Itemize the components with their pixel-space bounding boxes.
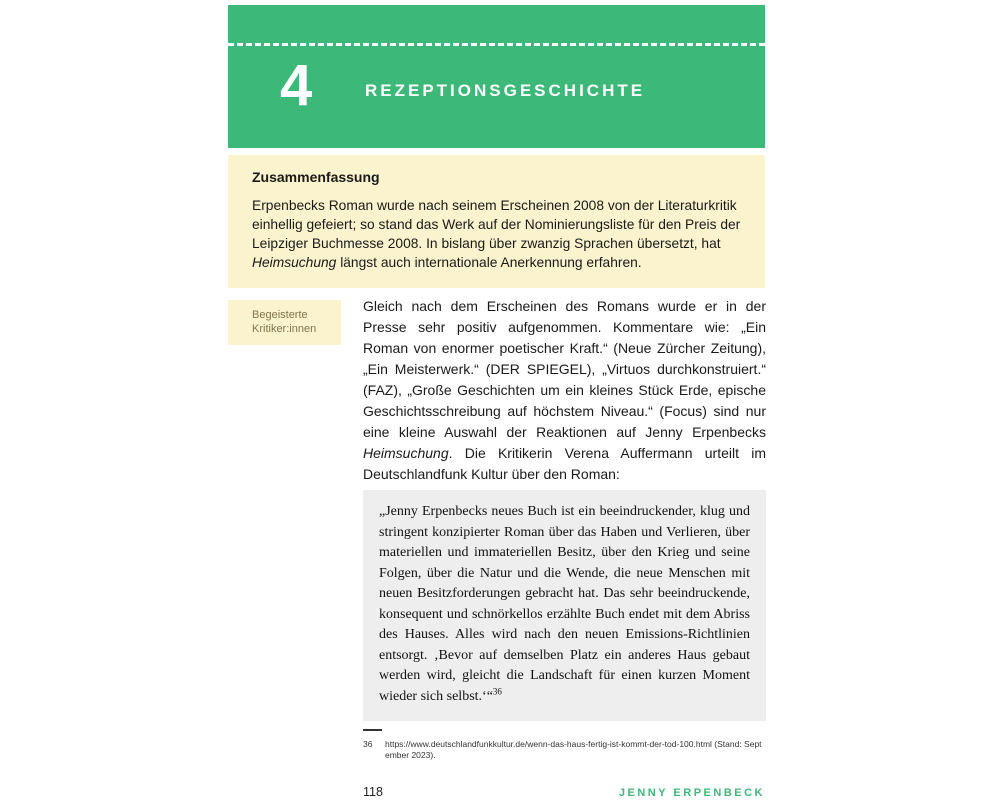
chapter-header — [228, 5, 765, 148]
summary-text — [252, 196, 745, 272]
body-paragraph — [363, 296, 766, 485]
margin-note — [228, 300, 341, 345]
footnote-reference: 36 — [492, 685, 502, 696]
summary-text-part1: Erpenbecks Roman wurde nach seinem Erscheinen 2008 von der Literaturkritik einhellig gefeiert; so stand das Werk auf der Nominierungsliste für den Preis der Leipziger Buchmesse 2008. In bislang über zwanzig Sprachen übersetzt, hat — [252, 198, 741, 251]
running-footer-author: JENNY ERPENBECK — [618, 787, 765, 799]
body-text-part1: Gleich nach dem Erscheinen des Romans wurde er in der Presse sehr positiv aufgenommen. Kommentare wie: „Ein Roman von enormer poetischer Kraft.“ (Neue Zürcher Zeitung), „Ein Meisterwerk.“ (DER SPIEGEL), „Virtuos durchkonstruiert.“ (FAZ), „Große Geschichten um ein kleines Stück Erde, epische Geschichtsschreibung auf höchstem Niveau.“ (Focus) sind nur eine kleine Auswahl der Reaktionen auf Jenny Erpenbecks — [363, 298, 766, 440]
footnote-rule — [363, 729, 382, 731]
quote-box — [363, 490, 766, 721]
page-number: 118 — [363, 785, 383, 799]
summary-box — [228, 155, 765, 288]
margin-note-line2: Kritiker:innen — [252, 323, 317, 335]
body-book-title: Heimsuchung — [363, 445, 449, 461]
margin-note-line1: Begeisterte — [252, 309, 308, 321]
footnote-url-text: https://www.deutschlandfunkkultur.de/wenn-das-haus-fertig-ist-kommt-der-tod-100.html (Stand: September 2023). — [385, 739, 762, 760]
summary-text-part2: längst auch internationale Anerkennung erfahren. — [336, 255, 642, 270]
body-text-part2: . Die Kritikerin Verena Auffermann urteilt im Deutschlandfunk Kultur über den Roman: — [363, 445, 766, 482]
chapter-number: 4 — [280, 53, 313, 118]
summary-heading: Zusammenfassung — [252, 169, 380, 185]
quote-text: „Jenny Erpenbecks neues Buch ist ein beeindruckender, klug und stringent konzipierter Roman über das Haben und Verlieren, über materiellen und immateriellen Besitz, über den Krieg und seine Folgen, über die Natur und die Wende, die neue Menschen mit neuen Besitzforderungen gebracht hat. Das sehr beeindruckende, konsequent und schnörkellos erzählte Buch endet mit dem Abriss des Hauses. Alles wird nach den neuen Emissions-Richtlinien entsorgt. ‚Bevor auf demselben Platz ein anderes Haus gebaut werden wird, gleicht die Landschaft für einen kurzen Moment wieder sich selbst.‘“ — [379, 504, 750, 704]
chapter-title: REZEPTIONSGESCHICHTE — [365, 81, 646, 100]
footnote-number: 36 — [363, 739, 373, 749]
dashed-divider — [228, 43, 765, 46]
footnote — [363, 739, 766, 761]
summary-book-title: Heimsuchung — [252, 255, 337, 270]
